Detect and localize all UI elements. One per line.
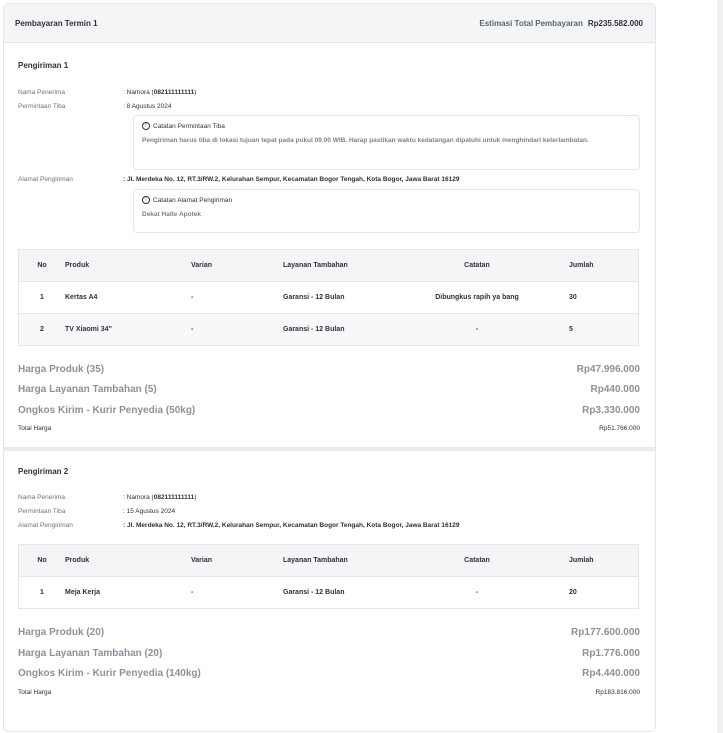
col-varian: Varian: [191, 556, 213, 564]
arrival-note-title: Catatan Permintaan Tiba: [153, 122, 225, 130]
cell-produk: TV Xiaomi 34": [65, 314, 191, 346]
address-label: Alamat Pengiriman: [18, 521, 73, 529]
products-table: [18, 249, 639, 346]
estimate-label: Estimasi Total Pembayaran: [479, 18, 583, 28]
cell-jumlah: 20: [561, 576, 639, 608]
col-catatan: Catatan: [464, 556, 490, 564]
section-divider: [4, 447, 655, 451]
shipment-title: Pengiriman 1: [18, 61, 69, 70]
address-note-body: Dekat Halte Apotek: [142, 211, 201, 218]
table-row: [19, 576, 639, 608]
recipient-phone: 082111111111: [153, 493, 195, 501]
estimate-value: Rp235.582.000: [587, 18, 643, 28]
recipient-row: [18, 89, 640, 96]
cell-no: 1: [19, 282, 66, 314]
table-header-row: [19, 544, 639, 576]
summary-row: Harga Layanan Tambahan (5) Rp440.000: [18, 384, 640, 396]
estimate-total: [479, 19, 643, 28]
summary-row: Harga Produk (20) Rp177.600.000: [18, 627, 640, 639]
cell-no: 2: [19, 314, 66, 346]
recipient-phone: 082111111111: [153, 89, 195, 96]
table-row: [19, 282, 639, 314]
cell-jumlah: 5: [561, 314, 639, 346]
col-varian: Varian: [191, 262, 213, 269]
address-value: : Jl. Merdeka No. 12, RT.3/RW.2, Kelurahan Sempur, Kecamatan Bogor Tengah, Kota Bogor, Jawa Barat 16129: [123, 176, 460, 183]
address-row: [18, 176, 640, 183]
cell-layanan: Garansi - 12 Bulan: [283, 314, 393, 346]
table-row: [19, 314, 639, 346]
col-produk: Produk: [65, 556, 90, 564]
address-note-title: Catatan Alamat Pengiriman: [153, 196, 233, 204]
cell-no: 1: [19, 576, 66, 608]
arrival-note: [133, 115, 640, 170]
arrival-value: : 8 Agustus 2024: [123, 103, 172, 110]
price-summary: [18, 359, 640, 437]
arrival-row: [18, 103, 640, 110]
total-label: Total Harga: [18, 425, 52, 432]
col-jumlah: Jumlah: [569, 556, 594, 564]
address-note-header: [142, 196, 631, 204]
col-layanan: Layanan Tambahan: [283, 556, 348, 564]
cell-catatan: -: [393, 314, 561, 346]
shipment-2: [4, 467, 655, 701]
vertical-scrollbar[interactable]: [717, 0, 723, 733]
arrival-label: Permintaan Tiba: [18, 103, 66, 110]
shipment-title: Pengiriman 2: [18, 466, 69, 476]
cell-varian: -: [191, 576, 283, 608]
total-row: [18, 684, 640, 700]
info-icon: !: [142, 196, 150, 204]
col-catatan: Catatan: [464, 262, 490, 269]
recipient-name: Namora: [126, 89, 150, 96]
total-label: Total Harga: [18, 688, 52, 696]
arrival-value: : 15 Agustus 2024: [123, 507, 176, 515]
payment-title: Pembayaran Termin 1: [15, 18, 98, 28]
recipient-label: Nama Penerima: [18, 493, 65, 501]
cell-jumlah: 30: [561, 282, 639, 314]
total-value: Rp51.766.000: [599, 425, 640, 432]
shipment-1: [4, 61, 655, 437]
col-no: No: [37, 556, 47, 564]
cell-layanan: Garansi - 12 Bulan: [283, 282, 393, 314]
address-row: [18, 522, 640, 529]
summary-row: Harga Produk (35) Rp47.996.000: [18, 363, 640, 375]
arrival-note-header: [142, 122, 631, 130]
total-row: [18, 421, 640, 437]
col-layanan: Layanan Tambahan: [283, 262, 348, 269]
recipient-value: : Namora (082111111111): [123, 493, 197, 501]
payment-card: [3, 3, 656, 732]
col-produk: Produk: [65, 262, 90, 269]
arrival-note-body: Pengiriman harus tiba di lokasi tujuan tepat pada pukul 09.00 WIB. Harap pastikan waktu kedatangan dipatuhi untuk menghindari keterlambatan.: [142, 137, 589, 144]
cell-catatan: Dibungkus rapih ya bang: [393, 282, 561, 314]
cell-produk: Kertas A4: [65, 282, 191, 314]
recipient-label: Nama Penerima: [18, 89, 65, 96]
col-jumlah: Jumlah: [569, 262, 594, 269]
payment-header: [4, 4, 655, 43]
summary-row: Ongkos Kirim - Kurir Penyedia (50kg) Rp3.330.000: [18, 404, 640, 416]
price-summary: [18, 623, 640, 701]
address-label: Alamat Pengiriman: [18, 176, 73, 183]
address-note: [133, 189, 640, 233]
arrival-label: Permintaan Tiba: [18, 507, 66, 515]
address-value: : Jl. Merdeka No. 12, RT.3/RW.2, Kelurahan Sempur, Kecamatan Bogor Tengah, Kota Bogor, Jawa Barat 16129: [123, 521, 460, 529]
cell-catatan: -: [393, 576, 561, 608]
summary-row: Harga Layanan Tambahan (20) Rp1.776.000: [18, 647, 640, 659]
cell-varian: -: [191, 314, 283, 346]
arrival-row: [18, 508, 640, 515]
summary-row: Ongkos Kirim - Kurir Penyedia (140kg) Rp4.440.000: [18, 668, 640, 680]
cell-produk: Meja Kerja: [65, 576, 191, 608]
recipient-value: : Namora (082111111111): [123, 89, 197, 96]
cell-varian: -: [191, 282, 283, 314]
recipient-row: [18, 494, 640, 501]
total-value: Rp183.816.000: [595, 688, 640, 696]
cell-layanan: Garansi - 12 Bulan: [283, 576, 393, 608]
info-icon: !: [142, 122, 150, 130]
products-table: [18, 544, 639, 609]
col-no: No: [37, 262, 47, 269]
table-header-row: [19, 250, 639, 282]
recipient-name: Namora: [126, 493, 150, 501]
